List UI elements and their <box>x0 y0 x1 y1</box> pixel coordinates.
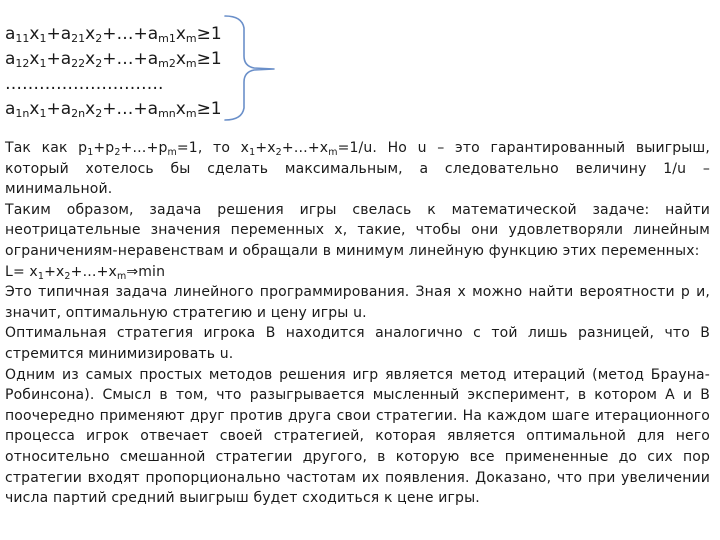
objective-function: $L= x_1+x_2+\dots+x_m\Rightarrow\min$ <box>5 263 166 282</box>
body-text <box>5 138 710 509</box>
paragraph-3: Это типичная задача линейного программирования. Зная x можно найти вероятности p и, значит, оптимальную стратегию и цену игры u. <box>5 284 710 321</box>
inequality-n: $a_{1n}x_1+a_{2n}x_2+\dots+a_{mn}x_m\ge 1$ <box>5 99 222 120</box>
inequality-system <box>5 22 222 122</box>
ellipsis-row: ………………………. <box>5 74 164 94</box>
inequality-1: $a_{11}x_1+a_{21}x_2+\dots+a_{m1}x_m\ge 1$ <box>5 24 222 45</box>
brace-path <box>225 16 274 120</box>
paragraph-5: Одним из самых простых методов решения игр является метод итераций (метод Брауна-Робинсона). Смысл в том, что разыгрывается мысленный эксперимент, в котором A и B поочередно применяют друг против друга свои стратегии. На каждом шаге итерационного процесса игрок отвечает своей стратегией, которая является оптимальной для него относительно смешанной стратегии другого, в которую все примененные до сих пор стратегии входят пропорционально частотам их появления. Доказано, что при увеличении числа партий средний выигрыш будет сходиться к цене игры. <box>5 366 710 507</box>
paragraph-1: Так как $p_1+p_2+\dots+p_m=1$, то $x_1+x_2+\dots+x_m=1/u$. Но u – это гарантированный выигрыш, который хотелось бы сделать максимальным, а следовательно величину 1/u – минимальной. <box>5 140 710 198</box>
paragraph-2: Таким образом, задача решения игры свелась к математической задаче: найти неотрицательные значения переменных x, такие, чтобы они удовлетворяли линейным ограничениям-неравенствам и обращали в минимум линейную функцию этих переменных: <box>5 201 710 259</box>
paragraph-4: Оптимальная стратегия игрока B находится аналогично с той лишь разницей, что B стремится минимизировать u. <box>5 325 710 362</box>
inequality-2: $a_{12}x_1+a_{22}x_2+\dots+a_{m2}x_m\ge 1$ <box>5 49 222 70</box>
curly-brace-icon <box>222 14 278 122</box>
